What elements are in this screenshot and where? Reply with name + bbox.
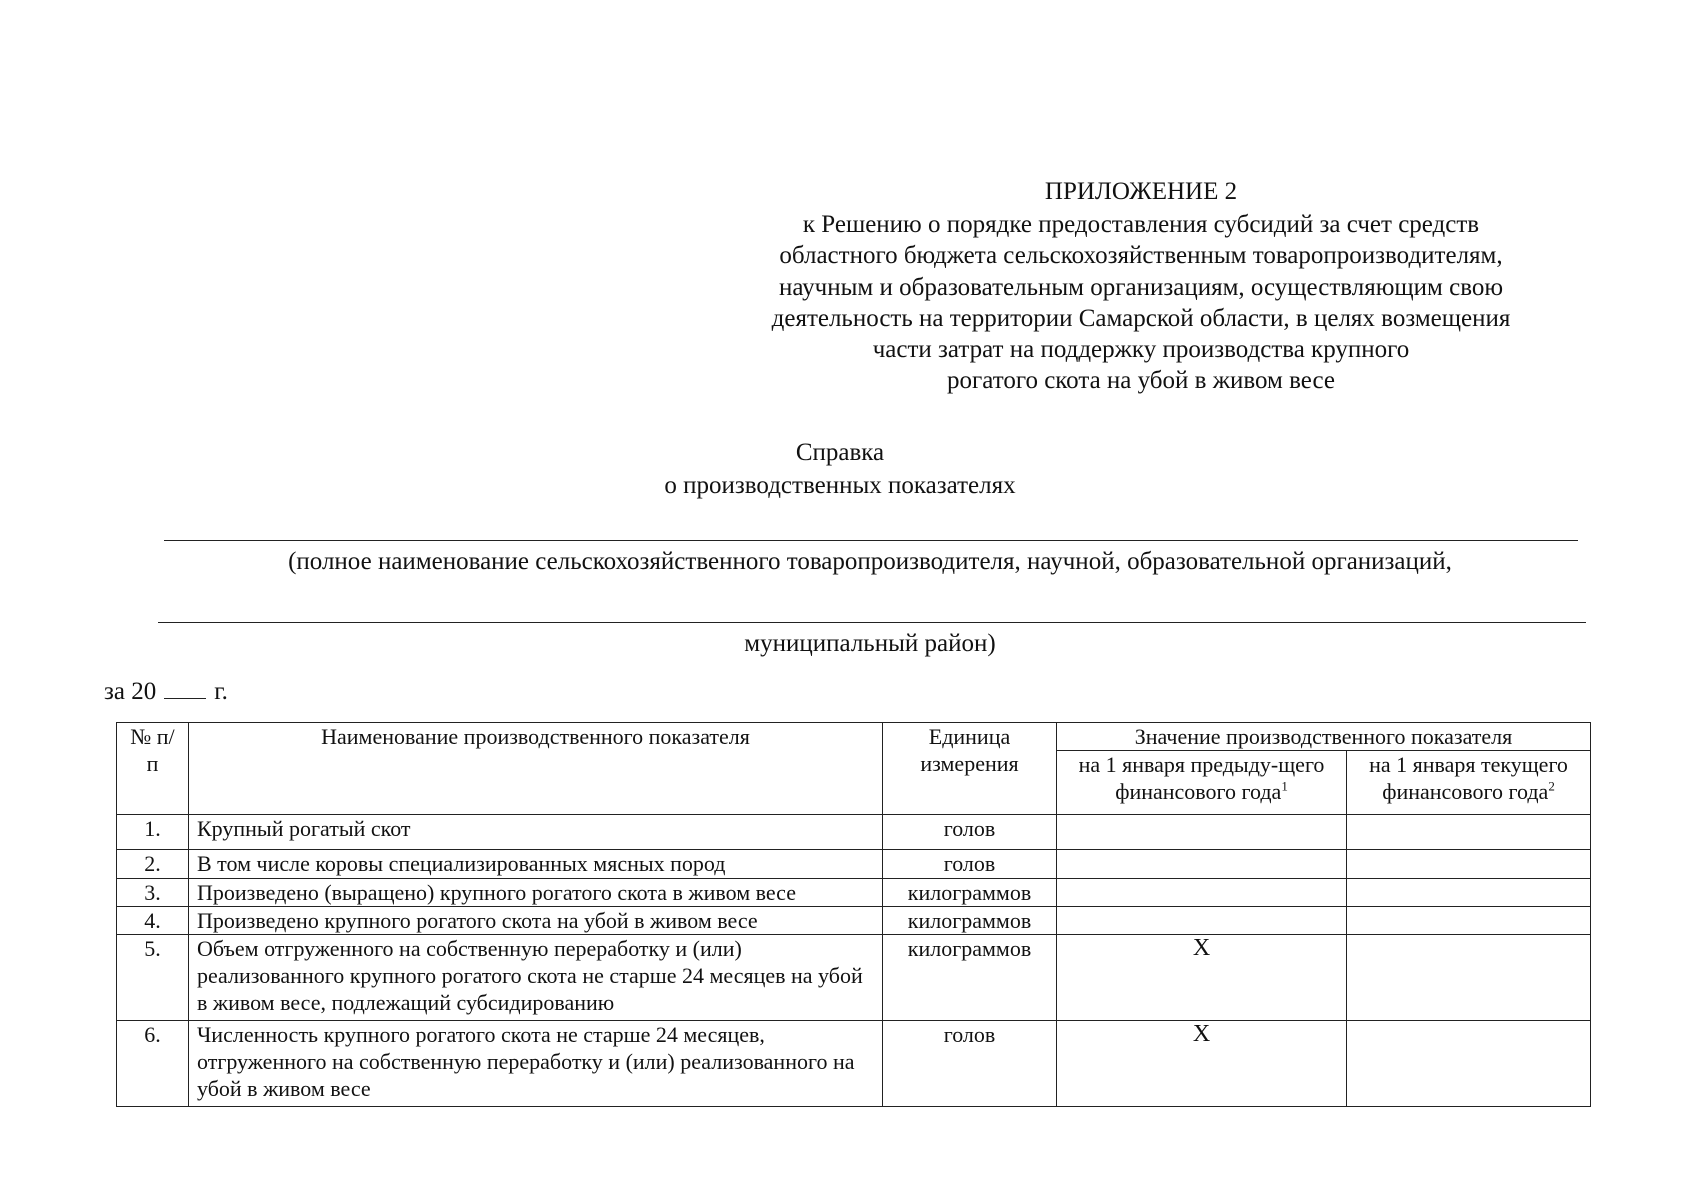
row-curr-value[interactable] bbox=[1347, 907, 1591, 935]
row-curr-value[interactable] bbox=[1347, 879, 1591, 907]
header-curr-year bbox=[1347, 751, 1591, 815]
document-subtitle: о производственных показателях bbox=[664, 472, 1016, 499]
header-unit: Единица измерения bbox=[883, 723, 1057, 815]
org-name-fill-line bbox=[164, 540, 1578, 541]
header-value-group: Значение производственного показателя bbox=[1057, 723, 1591, 751]
row-name: Объем отгруженного на собственную переработку и (или) реализованного крупного рогатого скота не старше 24 месяцев на убой в живом весе, подлежащий субсидированию bbox=[189, 935, 883, 1021]
indicators-table bbox=[116, 722, 1591, 1107]
table-header-row bbox=[117, 723, 1591, 751]
row-prev-value: X bbox=[1057, 1021, 1347, 1107]
row-unit: килограммов bbox=[883, 935, 1057, 1021]
row-num: 3. bbox=[117, 879, 189, 907]
row-num: 4. bbox=[117, 907, 189, 935]
district-caption: муниципальный район) bbox=[744, 630, 996, 657]
table-row bbox=[117, 1021, 1591, 1107]
document-title: Справка bbox=[795, 439, 885, 466]
footnote-mark: 1 bbox=[1281, 778, 1288, 794]
header-prev-year bbox=[1057, 751, 1347, 815]
reporting-period bbox=[104, 678, 228, 706]
annex-line: к Решению о порядке предоставления субсидий за счет средств bbox=[802, 211, 1480, 239]
year-blank bbox=[164, 678, 206, 699]
row-unit: голов bbox=[883, 815, 1057, 850]
annex-line: деятельность на территории Самарской области, в целях возмещения bbox=[771, 304, 1511, 332]
row-prev-value[interactable] bbox=[1057, 815, 1347, 850]
header-name: Наименование производственного показателя bbox=[189, 723, 883, 815]
row-prev-value[interactable] bbox=[1057, 850, 1347, 879]
period-suffix: г. bbox=[214, 678, 228, 705]
row-name: Крупный рогатый скот bbox=[189, 815, 883, 850]
annex-line: части затрат на поддержку производства крупного bbox=[872, 336, 1410, 364]
org-name-caption: (полное наименование сельскохозяйственного товаропроизводителя, научной, образовательной организаций, bbox=[288, 548, 1452, 575]
table-row bbox=[117, 850, 1591, 879]
annex-line: рогатого скота на убой в живом весе bbox=[947, 367, 1335, 395]
row-name: Численность крупного рогатого скота не старше 24 месяцев, отгруженного на собственную переработку и (или) реализованного на убой в живом весе bbox=[189, 1021, 883, 1107]
period-prefix: за 20 bbox=[104, 678, 157, 705]
annex-title: ПРИЛОЖЕНИЕ 2 bbox=[1044, 178, 1238, 205]
row-curr-value[interactable] bbox=[1347, 935, 1591, 1021]
header-curr-year-label: на 1 января текущего финансового года bbox=[1369, 752, 1568, 804]
table-row bbox=[117, 907, 1591, 935]
row-prev-value[interactable] bbox=[1057, 879, 1347, 907]
row-unit: килограммов bbox=[883, 879, 1057, 907]
table-row bbox=[117, 815, 1591, 850]
table-row bbox=[117, 879, 1591, 907]
table-row bbox=[117, 935, 1591, 1021]
annex-line: областного бюджета сельскохозяйственным товаропроизводителям, bbox=[779, 242, 1503, 270]
district-fill-line bbox=[158, 622, 1586, 623]
annex-header bbox=[718, 176, 1564, 396]
annex-line: научным и образовательным организациям, осуществляющим свою bbox=[778, 273, 1504, 301]
row-unit: килограммов bbox=[883, 907, 1057, 935]
document-heading bbox=[560, 436, 1120, 502]
row-name: В том числе коровы специализированных мясных пород bbox=[189, 850, 883, 879]
row-prev-value[interactable] bbox=[1057, 907, 1347, 935]
row-unit: голов bbox=[883, 850, 1057, 879]
row-curr-value[interactable] bbox=[1347, 815, 1591, 850]
row-num: 5. bbox=[117, 935, 189, 1021]
row-num: 6. bbox=[117, 1021, 189, 1107]
row-unit: голов bbox=[883, 1021, 1057, 1107]
row-num: 2. bbox=[117, 850, 189, 879]
footnote-mark: 2 bbox=[1548, 778, 1555, 794]
row-num: 1. bbox=[117, 815, 189, 850]
row-name: Произведено крупного рогатого скота на убой в живом весе bbox=[189, 907, 883, 935]
row-curr-value[interactable] bbox=[1347, 1021, 1591, 1107]
header-num: № п/п bbox=[117, 723, 189, 815]
header-prev-year-label: на 1 января предыду-щего финансового года bbox=[1078, 752, 1325, 804]
row-curr-value[interactable] bbox=[1347, 850, 1591, 879]
row-prev-value: X bbox=[1057, 935, 1347, 1021]
row-name: Произведено (выращено) крупного рогатого скота в живом весе bbox=[189, 879, 883, 907]
